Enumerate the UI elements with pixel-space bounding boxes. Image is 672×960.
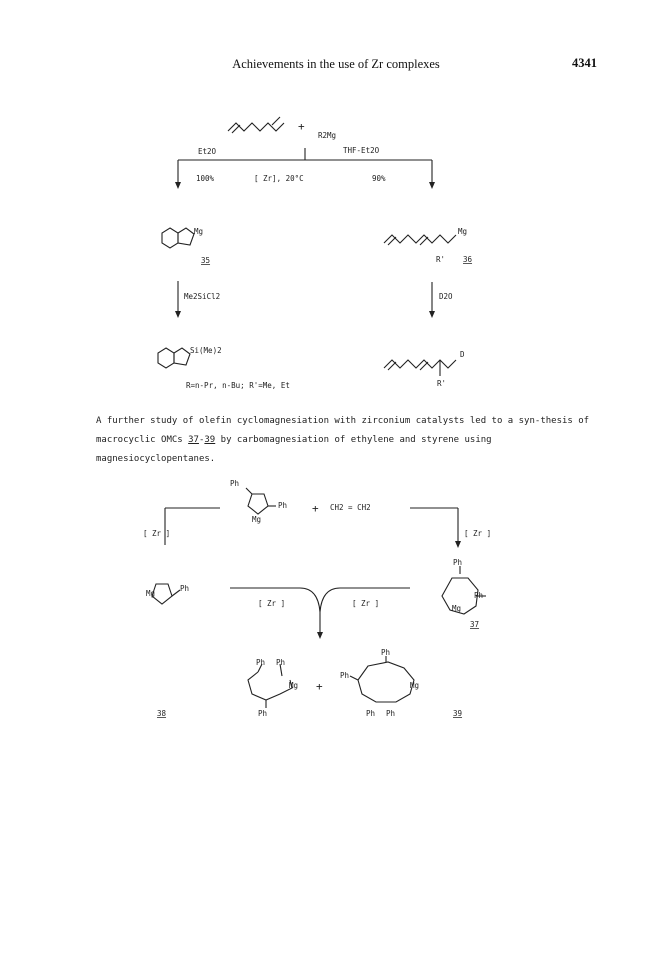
phenylmagnesacyclopentane-structure xyxy=(152,584,180,604)
merge-arrow xyxy=(230,588,320,636)
r-prime-product: R' xyxy=(437,379,447,388)
reagent-me2sicl2: Me2SiCl2 xyxy=(184,292,221,301)
page-number: 4341 xyxy=(572,56,597,70)
catalyst-merge-left: [ Zr ] xyxy=(258,599,286,608)
deuterium-label: D xyxy=(460,350,465,359)
compound-label-39: 39 xyxy=(453,709,463,718)
ref-37: 37 xyxy=(188,435,199,446)
mg-label-a: Mg xyxy=(252,515,262,524)
paragraph-text-1: A further study of olefin cyclomagnesiation with zirconium catalysts led to a syn-thesis of macrocyclic OMCs xyxy=(96,416,590,446)
running-title: Achievements in the use of Zr complexes xyxy=(232,57,440,71)
mg-label-36: Mg xyxy=(458,227,468,236)
mg-label-e: Mg xyxy=(410,681,420,690)
catalyst-right: [ Zr ] xyxy=(464,529,492,538)
ph-label-b: Ph xyxy=(278,501,288,510)
mg-label-d: Mg xyxy=(289,681,299,690)
ph-label-k: Ph xyxy=(366,709,376,718)
mg-label-b: Mg xyxy=(146,589,156,598)
ph-label-i: Ph xyxy=(381,648,391,657)
compound-label-35: 35 xyxy=(201,256,211,265)
ph-label-e: Ph xyxy=(474,591,484,600)
reagent-d2o: D2O xyxy=(439,292,453,301)
compound-37-structure xyxy=(442,566,486,614)
ph-label-l: Ph xyxy=(386,709,396,718)
silyl-product-structure xyxy=(158,348,190,368)
ph-label-f: Ph xyxy=(256,658,266,667)
catalyst-merge-right: [ Zr ] xyxy=(352,599,380,608)
compound-39-structure xyxy=(350,656,414,702)
body-paragraph xyxy=(96,412,596,470)
deuterated-product-structure xyxy=(384,360,456,368)
ref-dash: - xyxy=(198,435,205,446)
compound-label-36: 36 xyxy=(463,255,473,264)
reaction-scheme-1 xyxy=(0,0,672,400)
ethylene-reagent: CH2 = CH2 xyxy=(330,503,371,512)
ph-label-j: Ph xyxy=(340,671,350,680)
mg-label-c: Mg xyxy=(452,604,462,613)
plus-sign-1: + xyxy=(298,120,305,133)
compound-38-structure xyxy=(248,664,292,708)
si-me2-group: Si(Me)2 xyxy=(190,346,222,355)
solvent-left: Et2O xyxy=(198,147,217,156)
reagent-r2mg: R2Mg xyxy=(318,131,337,140)
yield-right: 90% xyxy=(372,174,386,183)
paragraph-text-2: by carbomagnesiation of ethylene and styrene using magnesiocyclopentanes. xyxy=(96,435,492,465)
mg-label-35: Mg xyxy=(194,227,204,236)
plus-sign-3: + xyxy=(316,680,323,693)
reaction-scheme-2 xyxy=(0,470,672,770)
diene-structure xyxy=(228,123,284,131)
r-prime-36: R' xyxy=(436,255,446,264)
catalyst-left: [ Zr ] xyxy=(143,529,171,538)
ph-label-h: Ph xyxy=(258,709,268,718)
compound-35-structure xyxy=(162,228,194,248)
ref-39: 39 xyxy=(204,435,216,446)
yield-left: 100% xyxy=(196,174,215,183)
ph-label-a: Ph xyxy=(230,479,240,488)
diphenyl-magnesacyclopentane-structure xyxy=(246,488,276,514)
compound-label-37: 37 xyxy=(470,620,480,629)
ph-label-d: Ph xyxy=(453,558,463,567)
ph-label-c: Ph xyxy=(180,584,190,593)
plus-sign-2: + xyxy=(312,502,319,515)
ph-label-g: Ph xyxy=(276,658,286,667)
compound-36-structure xyxy=(384,235,456,243)
solvent-right: THF-Et2O xyxy=(343,146,380,155)
conditions-note: R=n-Pr, n-Bu; R'=Me, Et xyxy=(186,381,290,390)
conditions-zr: [ Zr], 20°C xyxy=(254,174,304,183)
compound-label-38: 38 xyxy=(157,709,167,718)
